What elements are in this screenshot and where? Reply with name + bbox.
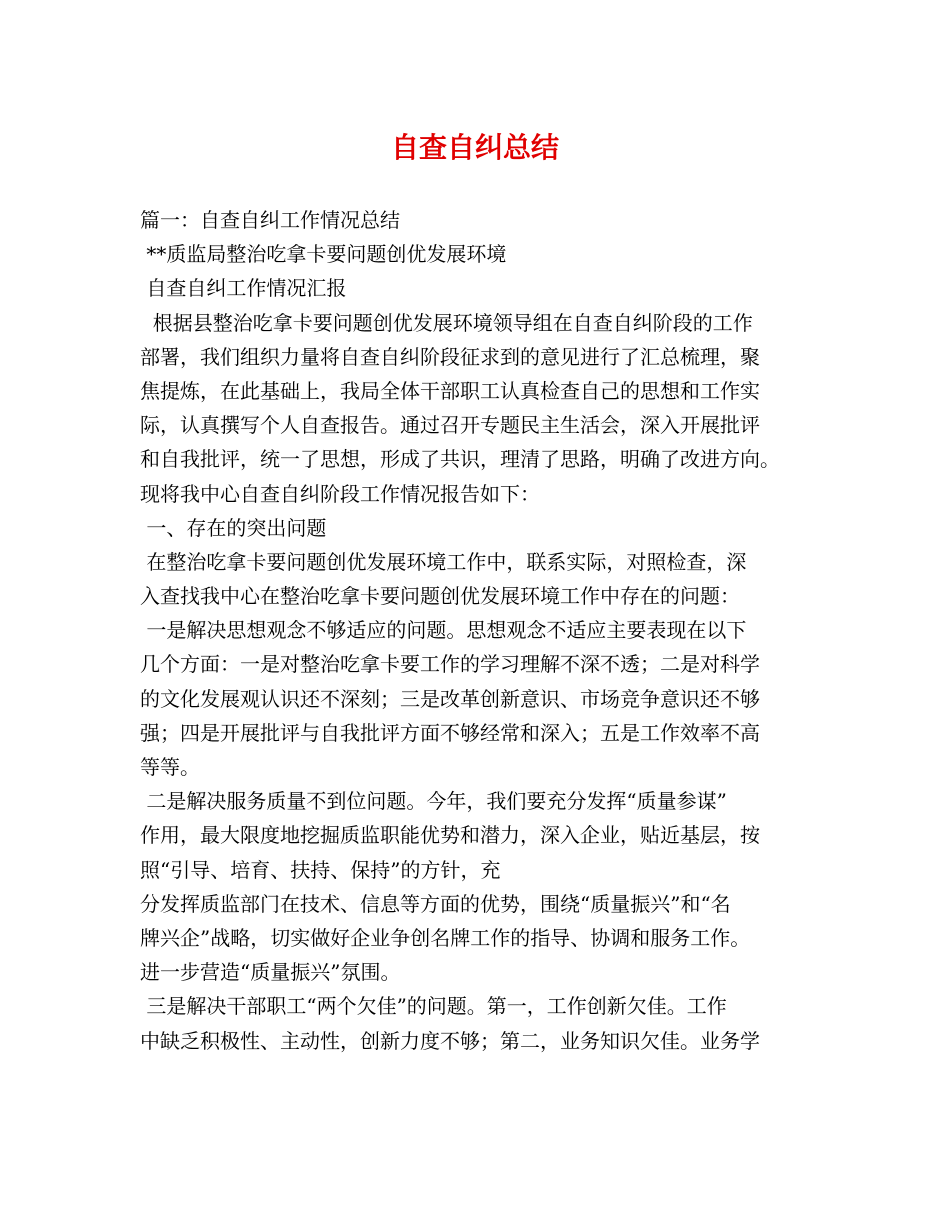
text-line: **质监局整治吃拿卡要问题创优发展环境	[140, 242, 507, 267]
text-line: 部署，我们组织力量将自查自纠阶段征求到的意见进行了汇总梳理，聚	[140, 344, 760, 369]
text-line: 篇一：自查自纠工作情况总结	[140, 208, 400, 232]
text-line: 入查找我中心在整治吃拿卡要问题创优发展环境工作中存在的问题：	[140, 584, 740, 609]
text-line: 中缺乏积极性、主动性，创新力度不够；第二，业务知识欠佳。业务学	[140, 1028, 760, 1053]
text-line: 根据县整治吃拿卡要问题创优发展环境领导组在自查自纠阶段的工作	[140, 310, 753, 335]
text-line: 等等。	[140, 755, 200, 779]
text-line: 焦提炼，在此基础上，我局全体干部职工认真检查自己的思想和工作实	[140, 378, 760, 403]
document-body	[140, 203, 820, 1058]
text-line: 分发挥质监部门在技术、信息等方面的优势，围绕“质量振兴”和“名	[140, 891, 731, 916]
text-line: 一是解决思想观念不够适应的问题。思想观念不适应主要表现在以下	[140, 618, 747, 643]
text-line: 几个方面：一是对整治吃拿卡要工作的学习理解不深不透；二是对科学	[140, 652, 760, 677]
document-title: 自查自纠总结	[390, 131, 559, 164]
text-line: 际，认真撰写个人自查报告。通过召开专题民主生活会，深入开展批评	[140, 413, 760, 438]
text-line: 和自我批评，统一了思想，形成了共识，理清了思路，明确了改进方向。	[140, 447, 780, 472]
text-line: 现将我中心自查自纠阶段工作情况报告如下：	[140, 481, 540, 506]
text-line: 作用，最大限度地挖掘质监职能优势和潜力，深入企业，贴近基层，按	[140, 823, 760, 848]
text-line: 三是解决干部职工“两个欠佳”的问题。第一，工作创新欠佳。工作	[140, 994, 727, 1019]
text-line: 在整治吃拿卡要问题创优发展环境工作中，联系实际，对照检查，深	[140, 549, 747, 574]
text-line: 强；四是开展批评与自我批评方面不够经常和深入；五是工作效率不高	[140, 720, 760, 745]
text-line: 的文化发展观认识还不深刻；三是改革创新意识、市场竞争意识还不够	[140, 686, 760, 711]
text-line: 牌兴企”战略，切实做好企业争创名牌工作的指导、协调和服务工作。	[140, 925, 751, 950]
text-line: 二是解决服务质量不到位问题。今年，我们要充分发挥“质量参谋”	[140, 789, 727, 814]
text-line: 一、存在的突出问题	[140, 515, 327, 540]
text-line: 进一步营造“质量振兴”氛围。	[140, 960, 401, 985]
text-line: 照“引导、培育、扶持、保持”的方针，充	[140, 857, 501, 882]
text-line: 自查自纠工作情况汇报	[140, 276, 347, 301]
